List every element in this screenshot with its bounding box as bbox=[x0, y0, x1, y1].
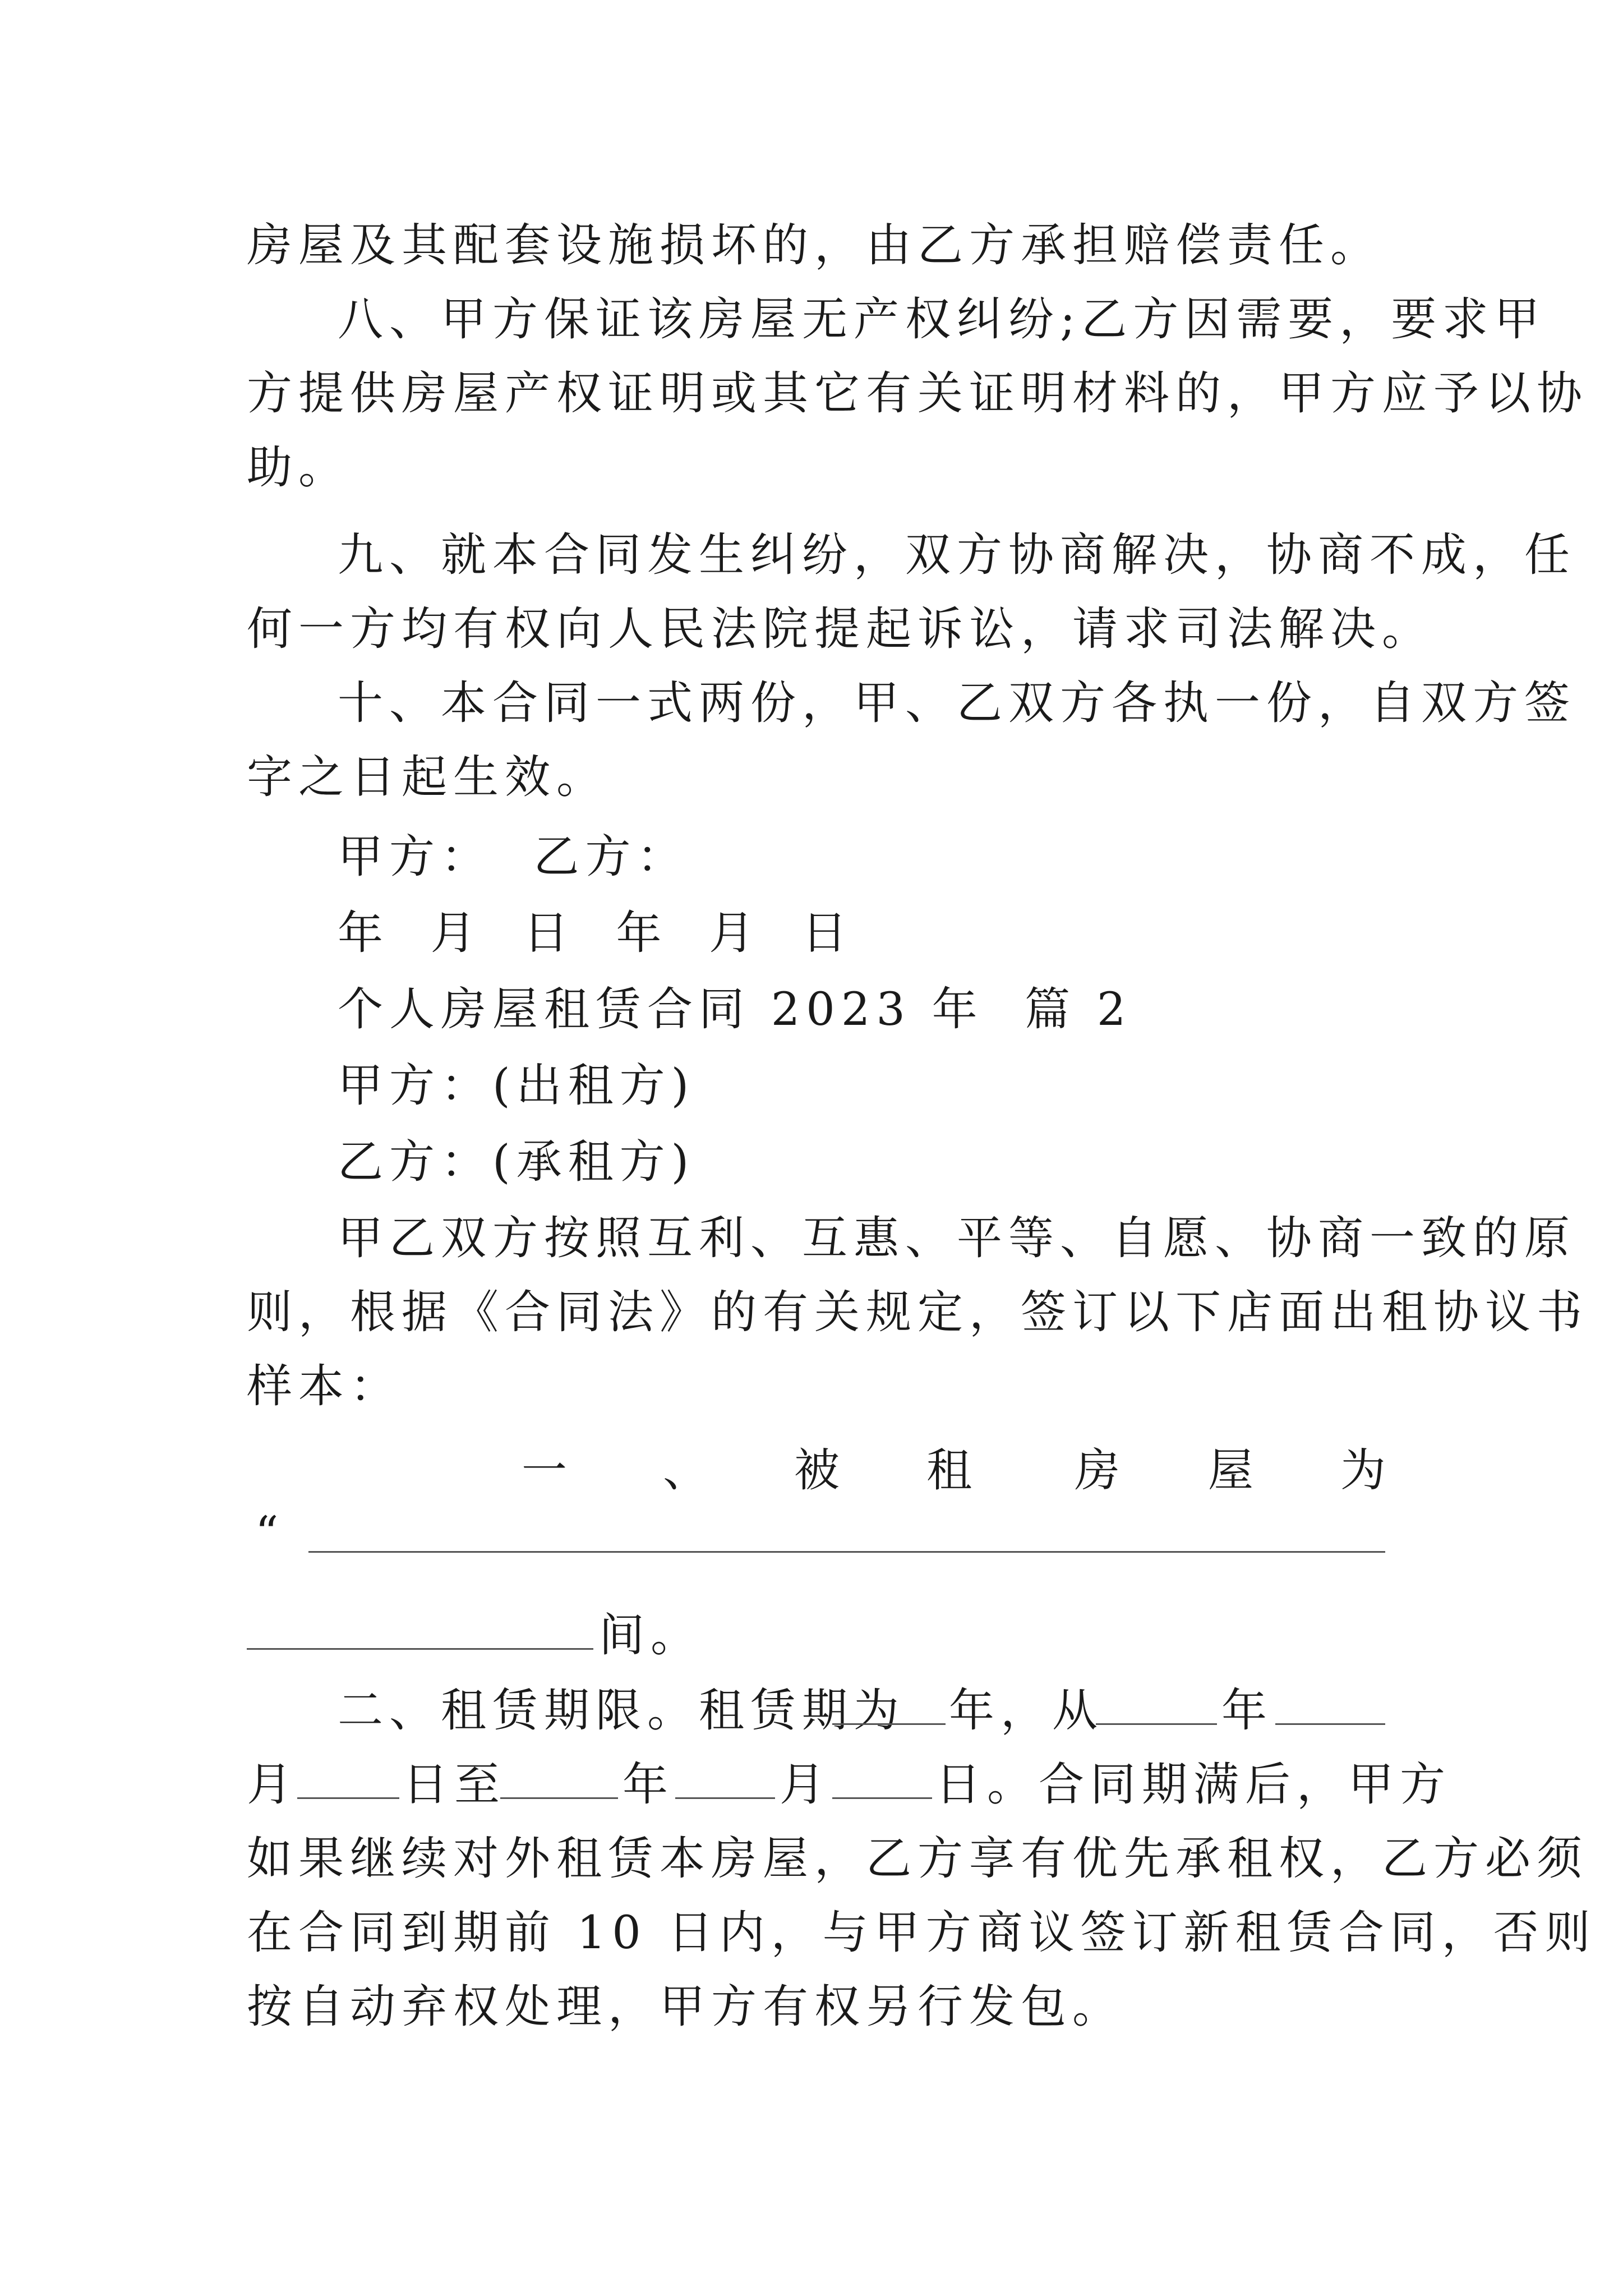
clause-9-line-1: 九、就本合同发生纠纷，双方协商解决，协商不成，任 bbox=[338, 529, 1576, 582]
party-a-line: 甲方：(出租方) bbox=[338, 1060, 695, 1112]
section-heading: 个人房屋租赁合同 2023 年 篇 2 bbox=[338, 983, 1132, 1036]
text-fragment: 月 bbox=[247, 1759, 293, 1811]
clause-9-line-2: 何一方均有权向人民法院提起诉讼，请求司法解决。 bbox=[247, 603, 1434, 656]
clause-8-line-1: 八、甲方保证该房屋无产权纠纷;乙方因需要，要求甲 bbox=[338, 293, 1546, 346]
clause-8-line-2: 方提供房屋产权证明或其它有关证明材料的，甲方应予以协 bbox=[247, 367, 1589, 420]
clause-10-line-1: 十、本合同一式两份，甲、乙双方各执一份，自双方签 bbox=[338, 677, 1576, 730]
clause-1-char: 为 bbox=[1340, 1444, 1386, 1497]
clause-1-char: 租 bbox=[926, 1444, 972, 1497]
clause-1-char: 一 bbox=[522, 1444, 568, 1497]
text-fragment: 二、租赁期限。租赁期为 bbox=[338, 1685, 906, 1737]
blank-fill-line bbox=[832, 1797, 932, 1799]
preamble-line-3: 样本： bbox=[247, 1360, 402, 1413]
clause-8-line-3: 助。 bbox=[247, 441, 351, 494]
text-line: 房屋及其配套设施损坏的，由乙方承担赔偿责任。 bbox=[247, 219, 1382, 272]
text-fragment: 日。合同期满后，甲方 bbox=[935, 1759, 1452, 1811]
clause-2-line-1 bbox=[247, 1677, 1385, 1745]
clause-2-line-4: 在合同到期前 10 日内，与甲方商议签订新租赁合同，否则 bbox=[247, 1907, 1597, 1959]
clause-1-line-1 bbox=[247, 1437, 1385, 1504]
text-fragment: 日至 bbox=[403, 1759, 506, 1811]
clause-1-char: 、 bbox=[663, 1444, 709, 1497]
clause-1-line-3 bbox=[247, 1602, 1385, 1669]
clause-1-char: 房 bbox=[1075, 1444, 1121, 1497]
text-fragment: 年 bbox=[1221, 1685, 1267, 1737]
clause-1-char: 屋 bbox=[1208, 1444, 1254, 1497]
blank-fill-line bbox=[297, 1797, 399, 1799]
text-fragment: 年，从 bbox=[949, 1685, 1104, 1737]
blank-fill-line bbox=[1275, 1723, 1385, 1725]
clause-2-line-2 bbox=[247, 1751, 1452, 1819]
signature-parties: 甲方： 乙方： bbox=[338, 831, 689, 884]
blank-fill-line bbox=[247, 1648, 593, 1650]
signature-dates: 年 月 日 年 月 日 bbox=[338, 907, 854, 960]
clause-2-line-5: 按自动弃权处理，甲方有权另行发包。 bbox=[247, 1981, 1124, 2033]
text-fragment: 月 bbox=[780, 1759, 826, 1811]
text-fragment: 间。 bbox=[599, 1609, 703, 1662]
text-fragment: 年 bbox=[623, 1759, 668, 1811]
blank-fill-line bbox=[1096, 1723, 1217, 1725]
blank-fill-line bbox=[308, 1551, 1385, 1553]
blank-fill-line bbox=[675, 1797, 775, 1799]
clause-1-line-2 bbox=[247, 1507, 1385, 1574]
blank-fill-line bbox=[832, 1723, 946, 1725]
preamble-line-1: 甲乙双方按照互利、互惠、平等、自愿、协商一致的原 bbox=[338, 1212, 1576, 1265]
clause-10-line-2: 字之日起生效。 bbox=[247, 751, 608, 804]
open-quote: “ bbox=[255, 1507, 279, 1560]
party-b-line: 乙方：(承租方) bbox=[338, 1136, 695, 1189]
clause-1-char: 被 bbox=[794, 1444, 840, 1497]
clause-2-line-3: 如果继续对外租赁本房屋，乙方享有优先承租权，乙方必须 bbox=[247, 1833, 1589, 1885]
preamble-line-2: 则，根据《合同法》的有关规定，签订以下店面出租协议书 bbox=[247, 1286, 1589, 1339]
blank-fill-line bbox=[500, 1797, 618, 1799]
